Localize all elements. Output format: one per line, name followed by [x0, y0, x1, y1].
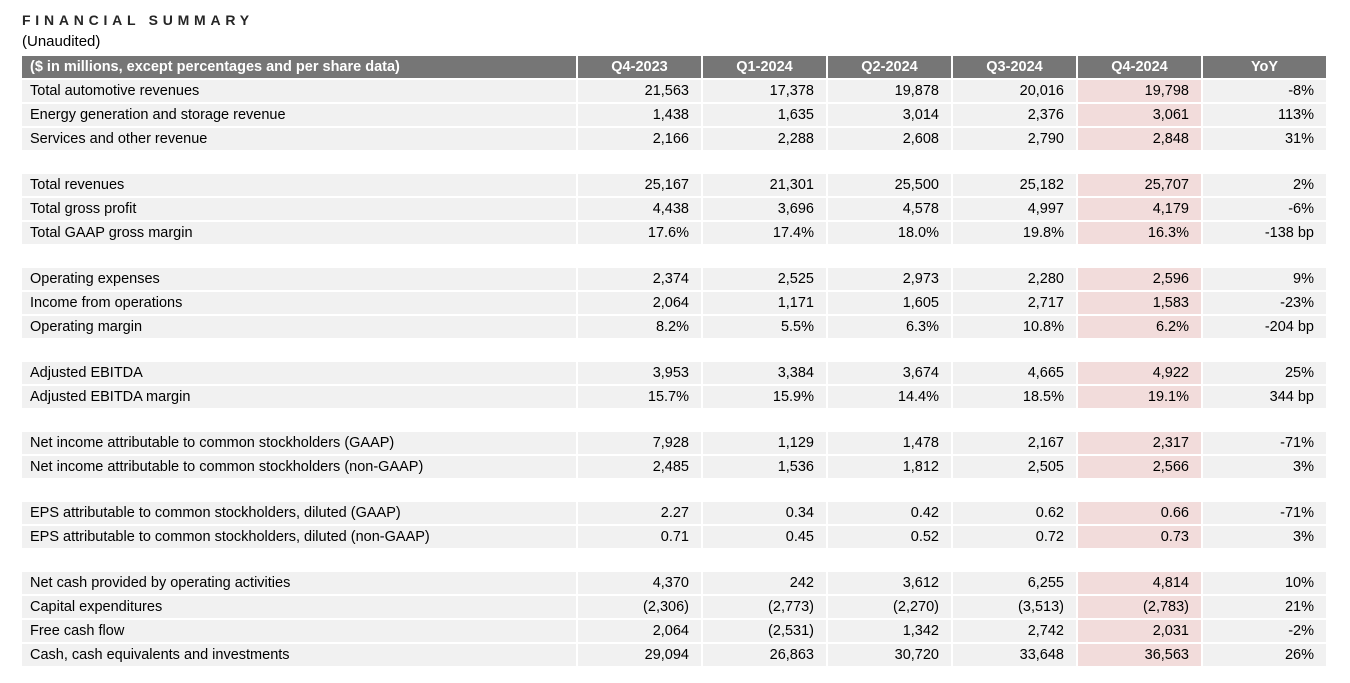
- row-label-cell: Adjusted EBITDA: [22, 362, 576, 384]
- value-cell: 15.9%: [703, 386, 826, 408]
- value-cell-highlighted: 3,061: [1078, 104, 1201, 126]
- spacer-cell: [1203, 410, 1326, 430]
- spacer-cell: [578, 550, 701, 570]
- row-label-cell: Services and other revenue: [22, 128, 576, 150]
- value-cell: 0.45: [703, 526, 826, 548]
- value-cell-highlighted: 4,179: [1078, 198, 1201, 220]
- value-cell: 2%: [1203, 174, 1326, 196]
- value-cell: -71%: [1203, 502, 1326, 524]
- value-cell: 1,635: [703, 104, 826, 126]
- spacer-cell: [953, 340, 1076, 360]
- value-cell: 1,171: [703, 292, 826, 314]
- table-row: [22, 362, 1326, 384]
- table-row: [22, 502, 1326, 524]
- spacer-cell: [953, 410, 1076, 430]
- value-cell: 242: [703, 572, 826, 594]
- table-row: [22, 80, 1326, 102]
- spacer-row: [22, 340, 1326, 360]
- value-cell: 6,255: [953, 572, 1076, 594]
- value-cell: 0.71: [578, 526, 701, 548]
- spacer-cell: [1078, 340, 1201, 360]
- value-cell: 9%: [1203, 268, 1326, 290]
- value-cell: -8%: [1203, 80, 1326, 102]
- row-label-cell: EPS attributable to common stockholders, diluted (GAAP): [22, 502, 576, 524]
- spacer-cell: [1203, 480, 1326, 500]
- value-cell: 1,129: [703, 432, 826, 454]
- value-cell: 19.8%: [953, 222, 1076, 244]
- page-title: FINANCIAL SUMMARY: [22, 12, 254, 28]
- value-cell: -71%: [1203, 432, 1326, 454]
- value-cell: 2,166: [578, 128, 701, 150]
- table-row: [22, 526, 1326, 548]
- row-label-cell: Total revenues: [22, 174, 576, 196]
- row-label-cell: Total GAAP gross margin: [22, 222, 576, 244]
- value-cell: -138 bp: [1203, 222, 1326, 244]
- value-cell-highlighted: 36,563: [1078, 644, 1201, 666]
- table-row: [22, 292, 1326, 314]
- spacer-cell: [703, 410, 826, 430]
- value-cell: 21,301: [703, 174, 826, 196]
- spacer-cell: [1203, 550, 1326, 570]
- header-period-cell: Q3-2024: [953, 56, 1076, 78]
- value-cell: 2,374: [578, 268, 701, 290]
- spacer-cell: [1078, 152, 1201, 172]
- value-cell: 17.6%: [578, 222, 701, 244]
- row-label-cell: Operating margin: [22, 316, 576, 338]
- value-cell: 2,376: [953, 104, 1076, 126]
- table-row: [22, 620, 1326, 642]
- value-cell: 6.3%: [828, 316, 951, 338]
- value-cell: 0.72: [953, 526, 1076, 548]
- value-cell-highlighted: 0.73: [1078, 526, 1201, 548]
- spacer-cell: [1203, 340, 1326, 360]
- value-cell: 1,438: [578, 104, 701, 126]
- value-cell: 2,973: [828, 268, 951, 290]
- table-row: [22, 596, 1326, 618]
- value-cell: 5.5%: [703, 316, 826, 338]
- value-cell: 2.27: [578, 502, 701, 524]
- value-cell: 1,605: [828, 292, 951, 314]
- value-cell: -6%: [1203, 198, 1326, 220]
- table-row: [22, 104, 1326, 126]
- spacer-cell: [22, 410, 576, 430]
- table-row: [22, 432, 1326, 454]
- spacer-cell: [828, 480, 951, 500]
- value-cell: 0.34: [703, 502, 826, 524]
- value-cell: 8.2%: [578, 316, 701, 338]
- row-label-cell: Total automotive revenues: [22, 80, 576, 102]
- spacer-cell: [953, 550, 1076, 570]
- value-cell: 3%: [1203, 526, 1326, 548]
- value-cell: 2,790: [953, 128, 1076, 150]
- value-cell-highlighted: 16.3%: [1078, 222, 1201, 244]
- value-cell: 26,863: [703, 644, 826, 666]
- value-cell: 2,167: [953, 432, 1076, 454]
- spacer-cell: [828, 340, 951, 360]
- value-cell: 25,500: [828, 174, 951, 196]
- spacer-cell: [703, 340, 826, 360]
- value-cell: 3,014: [828, 104, 951, 126]
- value-cell: 10%: [1203, 572, 1326, 594]
- header-period-cell: YoY: [1203, 56, 1326, 78]
- row-label-cell: Total gross profit: [22, 198, 576, 220]
- spacer-row: [22, 152, 1326, 172]
- table-row: [22, 572, 1326, 594]
- spacer-row: [22, 246, 1326, 266]
- row-label-cell: EPS attributable to common stockholders, diluted (non-GAAP): [22, 526, 576, 548]
- value-cell: 20,016: [953, 80, 1076, 102]
- header-period-cell: Q4-2024: [1078, 56, 1201, 78]
- value-cell: 4,997: [953, 198, 1076, 220]
- value-cell: 2,717: [953, 292, 1076, 314]
- value-cell-highlighted: 6.2%: [1078, 316, 1201, 338]
- value-cell: 344 bp: [1203, 386, 1326, 408]
- value-cell-highlighted: 2,566: [1078, 456, 1201, 478]
- table-row: [22, 644, 1326, 666]
- value-cell: 25,167: [578, 174, 701, 196]
- spacer-cell: [578, 152, 701, 172]
- value-cell: (2,531): [703, 620, 826, 642]
- spacer-cell: [703, 246, 826, 266]
- value-cell-highlighted: 0.66: [1078, 502, 1201, 524]
- spacer-row: [22, 550, 1326, 570]
- financial-summary-table: [20, 54, 1328, 668]
- spacer-cell: [953, 246, 1076, 266]
- row-label-cell: Net income attributable to common stockholders (non-GAAP): [22, 456, 576, 478]
- value-cell: 25%: [1203, 362, 1326, 384]
- value-cell: 30,720: [828, 644, 951, 666]
- value-cell: 29,094: [578, 644, 701, 666]
- row-label-cell: Cash, cash equivalents and investments: [22, 644, 576, 666]
- value-cell: 1,342: [828, 620, 951, 642]
- value-cell: 3,953: [578, 362, 701, 384]
- row-label-cell: Net cash provided by operating activities: [22, 572, 576, 594]
- table-row: [22, 222, 1326, 244]
- spacer-cell: [828, 246, 951, 266]
- row-label-cell: Capital expenditures: [22, 596, 576, 618]
- value-cell: (3,513): [953, 596, 1076, 618]
- row-label-cell: Net income attributable to common stockholders (GAAP): [22, 432, 576, 454]
- value-cell-highlighted: 2,596: [1078, 268, 1201, 290]
- spacer-cell: [578, 340, 701, 360]
- row-label-cell: Energy generation and storage revenue: [22, 104, 576, 126]
- value-cell: 2,505: [953, 456, 1076, 478]
- spacer-cell: [1203, 152, 1326, 172]
- value-cell: 4,370: [578, 572, 701, 594]
- value-cell: 14.4%: [828, 386, 951, 408]
- value-cell: 2,288: [703, 128, 826, 150]
- value-cell: 19,878: [828, 80, 951, 102]
- value-cell: 1,812: [828, 456, 951, 478]
- spacer-cell: [828, 550, 951, 570]
- value-cell: (2,773): [703, 596, 826, 618]
- value-cell-highlighted: 2,317: [1078, 432, 1201, 454]
- row-label-cell: Operating expenses: [22, 268, 576, 290]
- spacer-cell: [578, 246, 701, 266]
- table-row: [22, 268, 1326, 290]
- value-cell-highlighted: 19,798: [1078, 80, 1201, 102]
- unaudited-note: (Unaudited): [22, 32, 101, 50]
- value-cell-highlighted: 2,848: [1078, 128, 1201, 150]
- table-row: [22, 128, 1326, 150]
- spacer-cell: [1078, 480, 1201, 500]
- row-label-cell: Free cash flow: [22, 620, 576, 642]
- value-cell: 2,742: [953, 620, 1076, 642]
- spacer-cell: [578, 410, 701, 430]
- value-cell: 3,612: [828, 572, 951, 594]
- value-cell-highlighted: (2,783): [1078, 596, 1201, 618]
- value-cell: 3%: [1203, 456, 1326, 478]
- value-cell: 3,384: [703, 362, 826, 384]
- value-cell: 7,928: [578, 432, 701, 454]
- row-label-cell: Adjusted EBITDA margin: [22, 386, 576, 408]
- value-cell: 1,536: [703, 456, 826, 478]
- spacer-cell: [1078, 550, 1201, 570]
- value-cell: 3,674: [828, 362, 951, 384]
- spacer-cell: [953, 152, 1076, 172]
- value-cell-highlighted: 1,583: [1078, 292, 1201, 314]
- value-cell: 33,648: [953, 644, 1076, 666]
- value-cell: 17,378: [703, 80, 826, 102]
- spacer-cell: [22, 152, 576, 172]
- table-header-row: [22, 56, 1326, 78]
- value-cell: 26%: [1203, 644, 1326, 666]
- spacer-cell: [22, 246, 576, 266]
- spacer-cell: [22, 340, 576, 360]
- value-cell-highlighted: 4,814: [1078, 572, 1201, 594]
- spacer-row: [22, 480, 1326, 500]
- header-period-cell: Q1-2024: [703, 56, 826, 78]
- value-cell: 31%: [1203, 128, 1326, 150]
- value-cell: 4,438: [578, 198, 701, 220]
- value-cell: 17.4%: [703, 222, 826, 244]
- spacer-cell: [703, 152, 826, 172]
- value-cell: -2%: [1203, 620, 1326, 642]
- header-period-cell: Q4-2023: [578, 56, 701, 78]
- table-row: [22, 198, 1326, 220]
- value-cell: 25,182: [953, 174, 1076, 196]
- value-cell: 21,563: [578, 80, 701, 102]
- spacer-cell: [953, 480, 1076, 500]
- value-cell: 113%: [1203, 104, 1326, 126]
- value-cell: 10.8%: [953, 316, 1076, 338]
- spacer-row: [22, 410, 1326, 430]
- spacer-cell: [578, 480, 701, 500]
- table-row: [22, 174, 1326, 196]
- value-cell: -23%: [1203, 292, 1326, 314]
- value-cell-highlighted: 19.1%: [1078, 386, 1201, 408]
- value-cell: -204 bp: [1203, 316, 1326, 338]
- value-cell: 4,578: [828, 198, 951, 220]
- spacer-cell: [1078, 410, 1201, 430]
- value-cell: 1,478: [828, 432, 951, 454]
- header-units-cell: ($ in millions, except percentages and per share data): [22, 56, 576, 78]
- value-cell: 3,696: [703, 198, 826, 220]
- spacer-cell: [828, 410, 951, 430]
- value-cell: 18.0%: [828, 222, 951, 244]
- value-cell: 2,064: [578, 620, 701, 642]
- value-cell: (2,270): [828, 596, 951, 618]
- spacer-cell: [22, 480, 576, 500]
- value-cell: 2,280: [953, 268, 1076, 290]
- row-label-cell: Income from operations: [22, 292, 576, 314]
- spacer-cell: [22, 550, 576, 570]
- spacer-cell: [703, 550, 826, 570]
- value-cell: 2,525: [703, 268, 826, 290]
- value-cell: 4,665: [953, 362, 1076, 384]
- value-cell: 2,485: [578, 456, 701, 478]
- table-row: [22, 386, 1326, 408]
- value-cell-highlighted: 4,922: [1078, 362, 1201, 384]
- value-cell: 21%: [1203, 596, 1326, 618]
- table-row: [22, 316, 1326, 338]
- spacer-cell: [1203, 246, 1326, 266]
- value-cell: 0.42: [828, 502, 951, 524]
- value-cell: 18.5%: [953, 386, 1076, 408]
- value-cell-highlighted: 25,707: [1078, 174, 1201, 196]
- value-cell: 2,608: [828, 128, 951, 150]
- value-cell: (2,306): [578, 596, 701, 618]
- value-cell: 0.52: [828, 526, 951, 548]
- value-cell: 15.7%: [578, 386, 701, 408]
- header-period-cell: Q2-2024: [828, 56, 951, 78]
- spacer-cell: [828, 152, 951, 172]
- spacer-cell: [703, 480, 826, 500]
- value-cell: 0.62: [953, 502, 1076, 524]
- spacer-cell: [1078, 246, 1201, 266]
- value-cell-highlighted: 2,031: [1078, 620, 1201, 642]
- value-cell: 2,064: [578, 292, 701, 314]
- table-row: [22, 456, 1326, 478]
